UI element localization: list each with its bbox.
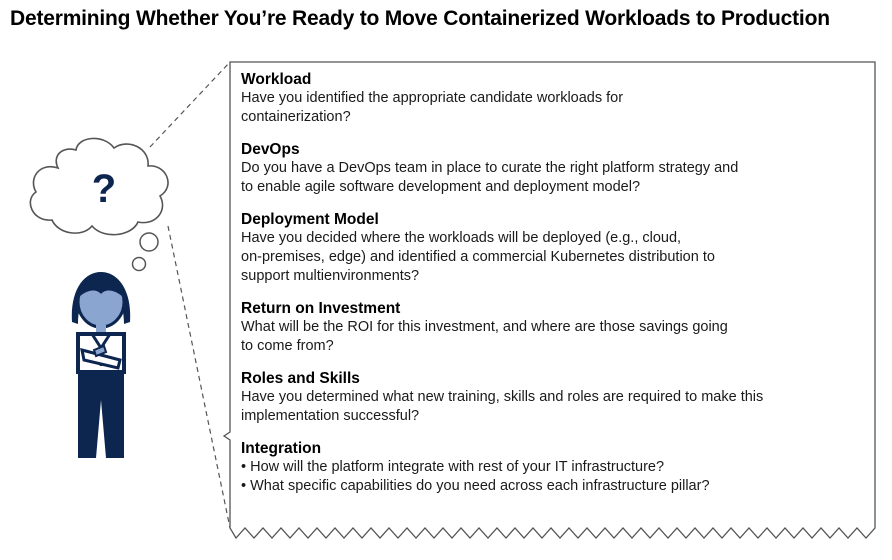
section-text-line: to enable agile software development and deployment model? — [241, 179, 641, 195]
page-title: Determining Whether You’re Ready to Move Containerized Workloads to Production — [10, 7, 830, 30]
question-mark-icon: ? — [91, 167, 117, 211]
person-figure — [72, 272, 130, 458]
section-heading: Return on Investment — [241, 300, 401, 317]
thought-bubble-large — [140, 233, 158, 251]
section-text-line: implementation successful? — [241, 408, 420, 424]
person-legs — [78, 372, 124, 458]
section-heading: Workload — [241, 71, 312, 88]
section-text-line: containerization? — [241, 109, 351, 125]
section-devops — [241, 140, 866, 197]
person-neck — [96, 325, 106, 333]
section-text-line: Do you have a DevOps team in place to curate the right platform strategy and — [241, 160, 739, 176]
section-heading: Roles and Skills — [241, 370, 360, 387]
questions-panel — [241, 70, 866, 509]
section-workload — [241, 70, 866, 127]
section-heading: Deployment Model — [241, 211, 379, 228]
section-heading: Integration — [241, 440, 322, 457]
section-text-line: to come from? — [241, 338, 334, 354]
section-integration — [241, 439, 866, 496]
dashed-connector-bottom — [168, 226, 230, 528]
section-deployment-model — [241, 210, 866, 286]
section-text-line: on-premises, edge) and identified a commercial Kubernetes distribution to — [241, 249, 715, 265]
bullet-item: • What specific capabilities do you need across each infrastructure pillar? — [241, 477, 866, 496]
section-text-line: What will be the ROI for this investment, and where are those savings going — [241, 319, 728, 335]
section-return-on-investment — [241, 299, 866, 356]
section-text-line: Have you determined what new training, skills and roles are required to make this — [241, 389, 764, 405]
section-text-line: support multienvironments? — [241, 268, 420, 284]
section-roles-and-skills — [241, 369, 866, 426]
section-text-line: Have you decided where the workloads will be deployed (e.g., cloud, — [241, 230, 682, 246]
thought-bubble-small — [133, 258, 146, 271]
dashed-connector-top — [150, 62, 230, 147]
bullet-item: • How will the platform integrate with rest of your IT infrastructure? — [241, 458, 866, 477]
section-text-line: Have you identified the appropriate candidate workloads for — [241, 90, 624, 106]
section-heading: DevOps — [241, 141, 300, 158]
